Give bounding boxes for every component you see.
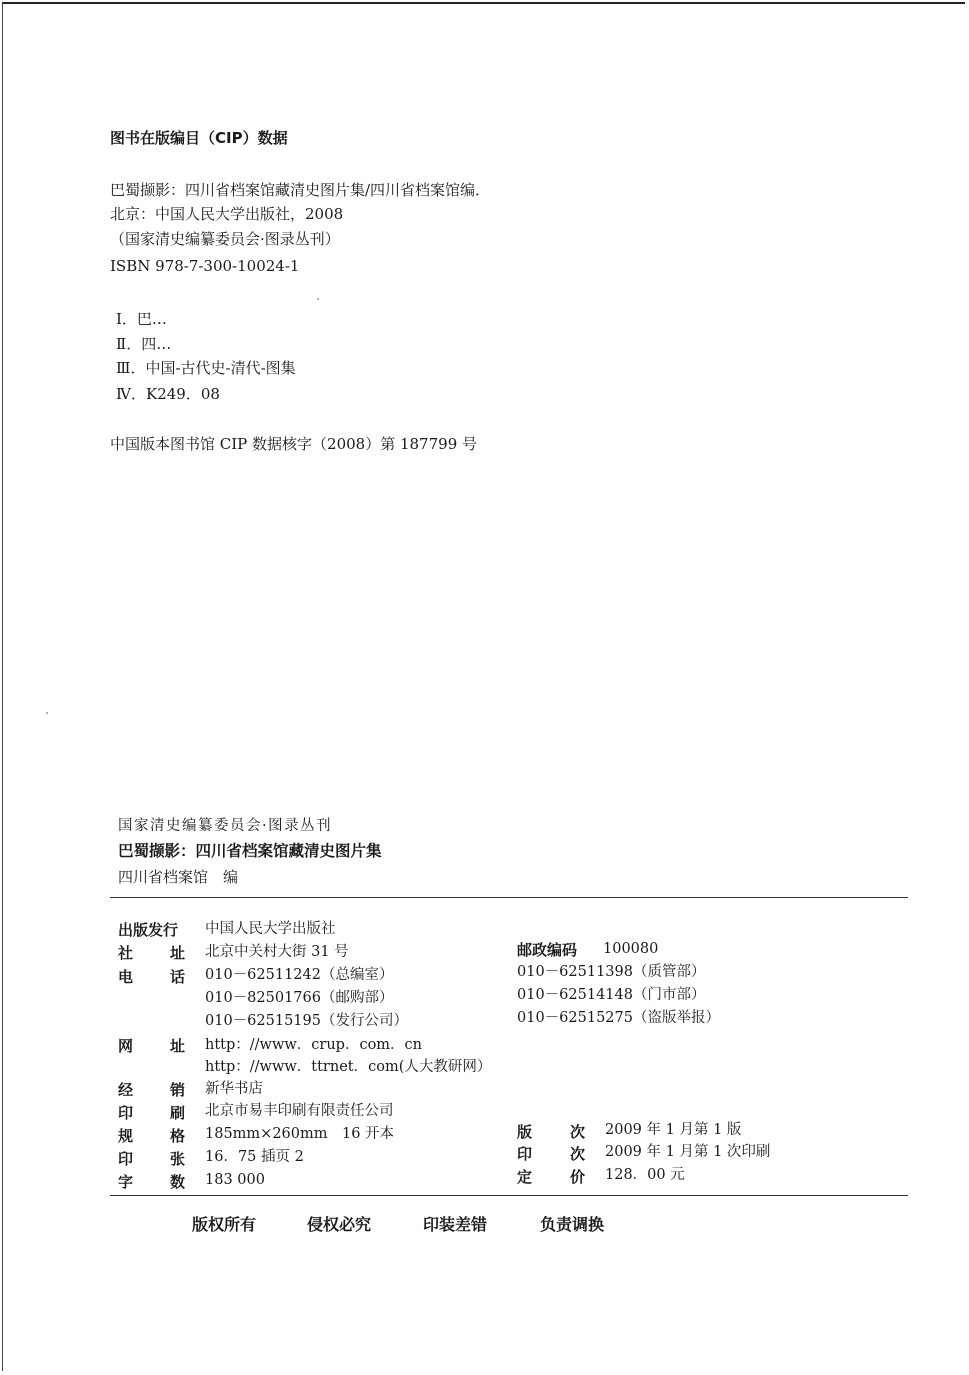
series-name: 国家清史编纂委员会·图录丛刊 [118,818,333,834]
cip-line: 北京：中国人民大学出版社，2008 [110,205,344,223]
phone-label: 话 [170,968,186,986]
phone-number: 010－82501766（邮购部） [205,990,394,1006]
printing-label: 印 [517,1145,533,1163]
cip-record-number: 中国版本图书馆 CIP 数据核字（2008）第 187799 号 [110,435,478,453]
distributor-label: 销 [170,1081,186,1099]
phone-number: 010－62511398（质管部） [517,964,706,980]
copyright-notice: 侵权必究 [307,1215,372,1234]
scan-speck [317,298,319,300]
cip-classification: Ⅲ．中国-古代史-清代-图集 [116,359,296,377]
edition-value: 2009 年 1 月第 1 版 [605,1122,742,1138]
cip-line: （国家清史编纂委员会·图录丛刊） [110,230,340,248]
address-label: 社 [118,944,134,962]
phone-number: 010－62515275（盗版举报） [517,1010,720,1026]
printer-label: 印 [118,1104,134,1122]
cip-classification: Ⅳ．K249．08 [116,385,220,403]
publisher-value: 中国人民大学出版社 [205,921,336,937]
phone-number: 010－62515195（发行公司） [205,1013,408,1029]
postal-code-label: 邮政编码 [517,941,578,959]
price-label: 价 [570,1168,586,1186]
bottom-rule [110,1195,908,1196]
sheets-label: 张 [170,1150,186,1168]
phone-number: 010－62514148（门市部） [517,987,706,1003]
price-label: 定 [517,1168,533,1186]
website-url[interactable]: http：//www．crup．com．cn [205,1037,423,1053]
website-label: 网 [118,1037,134,1055]
printer-value: 北京市易丰印刷有限责任公司 [205,1103,394,1119]
price-value: 128．00 元 [605,1167,685,1183]
address-value: 北京中关村大街 31 号 [205,944,349,960]
sheets-value: 16．75 插页 2 [205,1149,304,1165]
printer-label: 刷 [170,1104,186,1122]
book-title: 巴蜀撷影：四川省档案馆藏清史图片集 [118,842,382,860]
top-rule [110,897,908,898]
cip-classification: Ⅰ．巴… [116,310,167,328]
publisher-label: 出版发行 [118,921,179,939]
format-value: 185mm×260mm 16 开本 [205,1126,395,1142]
word-count-value: 183 000 [205,1172,265,1188]
format-label: 规 [118,1127,134,1145]
edition-label: 次 [570,1123,586,1141]
copyright-notice: 印装差错 [423,1215,488,1234]
distributor-label: 经 [118,1081,134,1099]
distributor-value: 新华书店 [205,1081,263,1097]
cip-line: ISBN 978-7-300-10024-1 [110,257,300,275]
postal-code-value: 100080 [603,941,659,957]
phone-label: 电 [118,968,134,986]
scan-speck [46,712,48,714]
format-label: 格 [170,1127,186,1145]
edition-label: 版 [517,1123,533,1141]
cip-heading: 图书在版编目（CIP）数据 [110,129,288,147]
word-count-label: 字 [118,1173,134,1191]
printing-label: 次 [570,1145,586,1163]
sheets-label: 印 [118,1150,134,1168]
copyright-notice: 负责调换 [540,1215,605,1234]
address-label: 址 [170,944,186,962]
website-url[interactable]: http：//www．ttrnet．com(人大教研网） [205,1059,492,1075]
phone-number: 010－62511242（总编室） [205,967,394,983]
printing-value: 2009 年 1 月第 1 次印刷 [605,1144,771,1160]
cip-line: 巴蜀撷影：四川省档案馆藏清史图片集/四川省档案馆编． [110,181,491,199]
word-count-label: 数 [170,1173,186,1191]
book-editor: 四川省档案馆 编 [118,868,239,886]
website-label: 址 [170,1037,186,1055]
cip-classification: Ⅱ．四… [116,335,172,353]
copyright-notice: 版权所有 [192,1215,257,1234]
